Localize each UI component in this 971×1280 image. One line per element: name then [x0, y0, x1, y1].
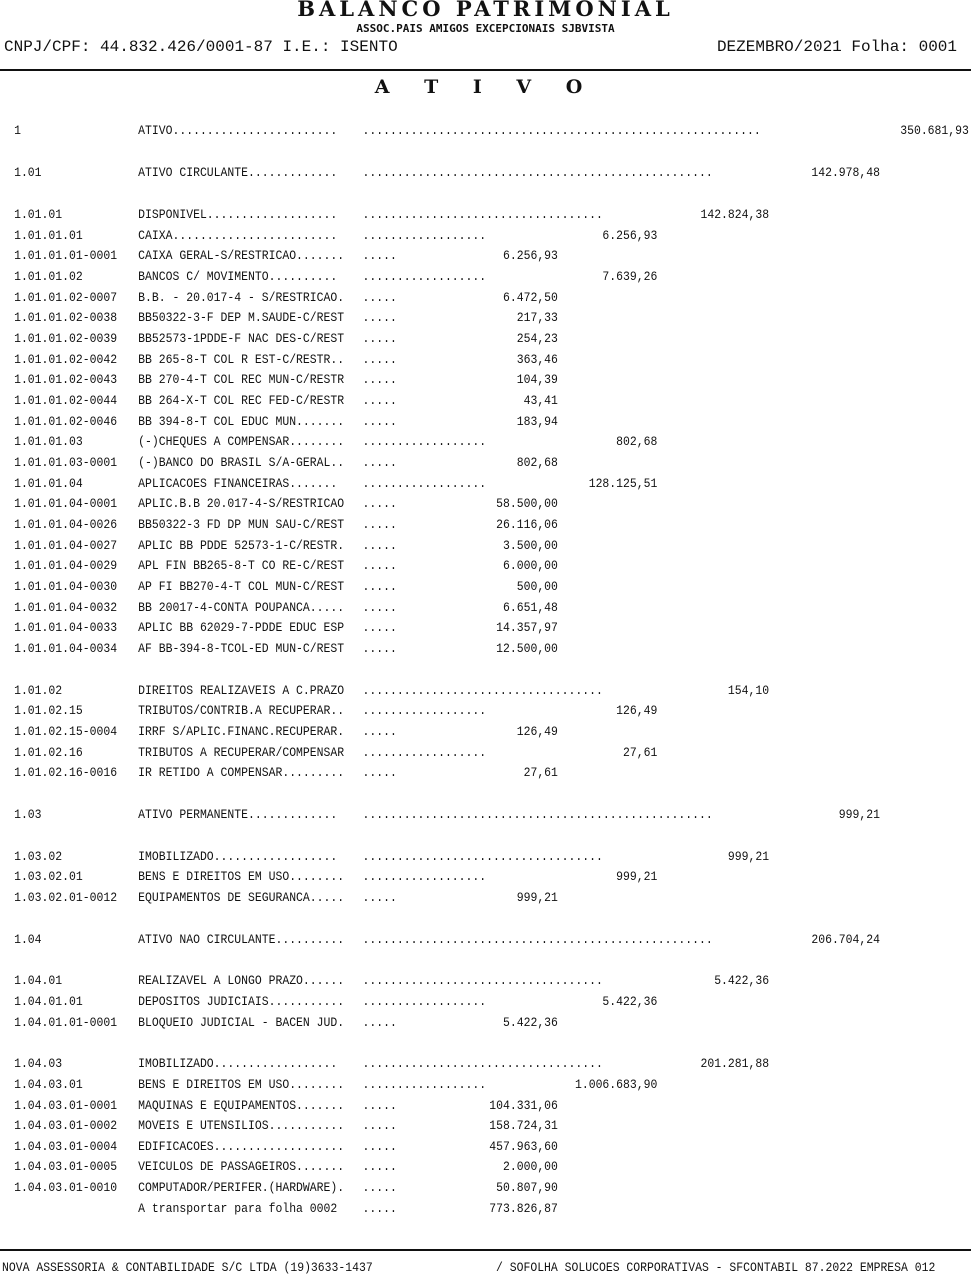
account-code: 1.04.01.01: [14, 994, 83, 1009]
leader-dots: .....: [362, 1015, 397, 1030]
ledger-row: [0, 308, 971, 328]
leader-dots: .....: [362, 248, 397, 263]
leader-dots: ..................: [362, 745, 487, 760]
account-description: BB 394-8-T COL EDUC MUN.......: [138, 414, 345, 429]
footer-divider: [0, 1249, 971, 1251]
account-description: EDIFICACOES...................: [138, 1139, 345, 1154]
account-value: 142.978,48: [811, 165, 880, 180]
ledger-row: [0, 577, 971, 597]
account-value: 128.125,51: [588, 476, 658, 491]
ledger-row: [0, 1199, 971, 1219]
leader-dots: .....: [362, 538, 397, 553]
account-code: 1.01.01.02: [14, 269, 83, 284]
account-description: APLIC.B.B 20.017-4-S/RESTRICAO: [138, 496, 345, 511]
leader-dots: ..................: [362, 476, 487, 491]
account-value: 5.422,36: [714, 973, 770, 988]
ledger-row: [0, 867, 971, 887]
account-description: ATIVO PERMANENTE.............: [138, 807, 338, 822]
ledger-row: [0, 743, 971, 763]
account-code: 1.04.01.01-0001: [14, 1015, 118, 1030]
ledger-row: [0, 1013, 971, 1033]
account-description: MOVEIS E UTENSILIOS...........: [138, 1118, 345, 1133]
account-code: 1.04.03.01-0004: [14, 1139, 118, 1154]
entity-name: ASSOC.PAIS AMIGOS EXCEPCIONAIS SJBVISTA: [356, 22, 615, 35]
leader-dots: .....: [362, 455, 397, 470]
account-value: 43,41: [523, 393, 558, 408]
account-value: 27,61: [523, 765, 558, 780]
leader-dots: .....: [362, 393, 397, 408]
leader-dots: ..................: [362, 1077, 487, 1092]
leader-dots: .....: [362, 724, 397, 739]
account-value: 999,21: [838, 807, 880, 822]
ledger-row: [0, 391, 971, 411]
account-code: 1.01.01.02-0046: [14, 414, 118, 429]
account-description: REALIZAVEL A LONGO PRAZO......: [138, 973, 345, 988]
account-value: 6.256,93: [602, 228, 658, 243]
account-value: 1.006.683,90: [574, 1077, 658, 1092]
account-code: 1.04.03.01-0010: [14, 1180, 118, 1195]
account-value: 802,68: [616, 434, 658, 449]
account-code: 1.01.01.04: [14, 476, 83, 491]
account-code: 1.01.01.04-0027: [14, 538, 118, 553]
account-code: 1.01.02.15-0004: [14, 724, 118, 739]
account-code: 1.01.01.02-0038: [14, 310, 118, 325]
account-code: 1.04: [14, 932, 42, 947]
ledger-row: [0, 246, 971, 266]
account-description: BENS E DIREITOS EM USO........: [138, 1077, 345, 1092]
account-value: 6.472,50: [502, 290, 558, 305]
ledger-row: [0, 847, 971, 867]
section-title: A T I V O: [374, 76, 597, 98]
leader-dots: .....: [362, 890, 397, 905]
ledger-row: [0, 350, 971, 370]
account-description: APLIC BB PDDE 52573-1-C/RESTR.: [138, 538, 345, 553]
account-value: 2.000,00: [502, 1159, 558, 1174]
account-description: BENS E DIREITOS EM USO........: [138, 869, 345, 884]
ledger-row: [0, 971, 971, 991]
ledger-row: [0, 205, 971, 225]
account-value: 254,23: [516, 331, 558, 346]
account-description: ATIVO CIRCULANTE.............: [138, 165, 338, 180]
account-description: APL FIN BB265-8-T CO RE-C/REST: [138, 558, 345, 573]
account-description: TRIBUTOS/CONTRIB.A RECUPERAR..: [138, 703, 345, 718]
ledger-row: [0, 681, 971, 701]
account-value: 50.807,90: [496, 1180, 558, 1195]
ledger-row: [0, 1178, 971, 1198]
account-code: 1: [14, 123, 21, 138]
leader-dots: .....: [362, 620, 397, 635]
account-value: 142.824,38: [700, 207, 770, 222]
account-code: 1.03.02: [14, 849, 63, 864]
ledger-row: [0, 1116, 971, 1136]
ledger-row: [0, 453, 971, 473]
account-value: 3.500,00: [502, 538, 558, 553]
account-code: 1.01.01.02-0044: [14, 393, 118, 408]
period-folha-text: DEZEMBRO/2021 Folha: 0001: [716, 38, 957, 56]
cnpj-text: CNPJ/CPF: 44.832.426/0001-87 I.E.: ISENTO: [4, 38, 398, 56]
account-code: 1.01.01.03: [14, 434, 83, 449]
leader-dots: .....: [362, 558, 397, 573]
ledger-row: [0, 701, 971, 721]
account-description: CAIXA GERAL-S/RESTRICAO.......: [138, 248, 345, 263]
ledger-row: [0, 888, 971, 908]
ledger-row: [0, 763, 971, 783]
account-description: BB 270-4-T COL REC MUN-C/RESTR: [138, 372, 345, 387]
account-code: 1.01.01.01-0001: [14, 248, 118, 263]
account-code: 1.01.01: [14, 207, 63, 222]
account-description: BB 264-X-T COL REC FED-C/RESTR: [138, 393, 345, 408]
account-code: 1.01.01.04-0033: [14, 620, 118, 635]
account-value: 26.116,06: [496, 517, 558, 532]
ledger-row: [0, 226, 971, 246]
ledger-row: [0, 556, 971, 576]
ledger-row: [0, 494, 971, 514]
leader-dots: .....: [362, 290, 397, 305]
account-description: A transportar para folha 0002: [138, 1201, 338, 1216]
account-description: COMPUTADOR/PERIFER.(HARDWARE).: [138, 1180, 345, 1195]
report-title: BALANCO PATRIMONIAL: [297, 0, 674, 21]
account-code: 1.01.01.02-0043: [14, 372, 118, 387]
leader-dots: .....: [362, 1139, 397, 1154]
account-code: 1.01.01.04-0030: [14, 579, 118, 594]
account-value: 217,33: [516, 310, 558, 325]
account-code: 1.01.01.04-0001: [14, 496, 118, 511]
account-description: BANCOS C/ MOVIMENTO..........: [138, 269, 338, 284]
account-description: IMOBILIZADO..................: [138, 849, 338, 864]
account-value: 6.000,00: [502, 558, 558, 573]
account-description: BB 265-8-T COL R EST-C/RESTR..: [138, 352, 345, 367]
ledger-row: [0, 992, 971, 1012]
ledger-row: [0, 515, 971, 535]
ledger-row: [0, 288, 971, 308]
footer-accountant: NOVA ASSESSORIA & CONTABILIDADE S/C LTDA (19)3633-1437: [2, 1260, 373, 1275]
leader-dots: .....: [362, 517, 397, 532]
account-value: 6.256,93: [502, 248, 558, 263]
leader-dots: .....: [362, 372, 397, 387]
account-description: BB 20017-4-CONTA POUPANCA.....: [138, 600, 345, 615]
ledger-row: [0, 412, 971, 432]
account-description: DIREITOS REALIZAVEIS A C.PRAZO: [138, 683, 345, 698]
account-value: 126,49: [516, 724, 558, 739]
account-value: 201.281,88: [700, 1056, 770, 1071]
account-description: EQUIPAMENTOS DE SEGURANCA.....: [138, 890, 345, 905]
account-code: 1.01.02.16: [14, 745, 83, 760]
account-description: IMOBILIZADO..................: [138, 1056, 338, 1071]
account-description: ATIVO NAO CIRCULANTE..........: [138, 932, 345, 947]
account-value: 457.963,60: [489, 1139, 558, 1154]
ledger-row: [0, 1157, 971, 1177]
account-value: 802,68: [516, 455, 558, 470]
leader-dots: .....: [362, 310, 397, 325]
account-code: 1.01.01.04-0034: [14, 641, 118, 656]
ledger-row: [0, 474, 971, 494]
account-code: 1.01.01.04-0032: [14, 600, 118, 615]
account-value: 158.724,31: [489, 1118, 558, 1133]
leader-dots: ..................: [362, 994, 487, 1009]
account-value: 104.331,06: [489, 1098, 558, 1113]
account-code: 1.01.01.01: [14, 228, 83, 243]
account-code: 1.01.02.16-0016: [14, 765, 118, 780]
account-description: IR RETIDO A COMPENSAR.........: [138, 765, 345, 780]
account-description: BLOQUEIO JUDICIAL - BACEN JUD.: [138, 1015, 345, 1030]
leader-dots: .....: [362, 600, 397, 615]
account-value: 363,46: [516, 352, 558, 367]
account-code: 1.01.01.03-0001: [14, 455, 118, 470]
leader-dots: .....: [362, 1159, 397, 1174]
leader-dots: .....: [362, 1118, 397, 1133]
account-value: 500,00: [516, 579, 558, 594]
account-description: ATIVO........................: [138, 123, 338, 138]
account-value: 5.422,36: [502, 1015, 558, 1030]
account-code: 1.01: [14, 165, 42, 180]
account-code: 1.04.03.01-0005: [14, 1159, 118, 1174]
account-description: APLICACOES FINANCEIRAS.......: [138, 476, 338, 491]
ledger-row: [0, 1075, 971, 1095]
leader-dots: ...................................................: [362, 165, 713, 180]
ledger-row: [0, 598, 971, 618]
leader-dots: .....: [362, 352, 397, 367]
ledger-row: [0, 1096, 971, 1116]
ledger-row: [0, 930, 971, 950]
account-description: AP FI BB270-4-T COL MUN-C/REST: [138, 579, 345, 594]
leader-dots: ...................................: [362, 1056, 603, 1071]
ledger-row: [0, 370, 971, 390]
account-code: 1.01.02: [14, 683, 63, 698]
account-description: TRIBUTOS A RECUPERAR/COMPENSAR: [138, 745, 345, 760]
account-code: 1.01.01.02-0039: [14, 331, 118, 346]
account-description: MAQUINAS E EQUIPAMENTOS.......: [138, 1098, 345, 1113]
account-code: 1.01.02.15: [14, 703, 83, 718]
account-value: 206.704,24: [811, 932, 880, 947]
account-value: 6.651,48: [502, 600, 558, 615]
leader-dots: ...................................................: [362, 807, 713, 822]
account-value: 999,21: [516, 890, 558, 905]
account-description: CAIXA........................: [138, 228, 338, 243]
ledger-row: [0, 163, 971, 183]
ledger-row: [0, 1054, 971, 1074]
leader-dots: ..........................................................: [362, 123, 761, 138]
leader-dots: ..................: [362, 434, 487, 449]
leader-dots: .....: [362, 1201, 397, 1216]
account-description: BB50322-3-F DEP M.SAUDE-C/REST: [138, 310, 345, 325]
account-value: 999,21: [616, 869, 658, 884]
ledger-row: [0, 267, 971, 287]
header-info-line: [0, 38, 971, 60]
account-description: BB52573-1PDDE-F NAC DES-C/REST: [138, 331, 345, 346]
account-value: 183,94: [516, 414, 558, 429]
account-description: VEICULOS DE PASSAGEIROS.......: [138, 1159, 345, 1174]
account-code: 1.04.03.01-0002: [14, 1118, 118, 1133]
ledger-row: [0, 722, 971, 742]
leader-dots: .....: [362, 331, 397, 346]
account-value: 773.826,87: [489, 1201, 558, 1216]
leader-dots: .....: [362, 414, 397, 429]
account-value: 58.500,00: [496, 496, 558, 511]
account-description: B.B. - 20.017-4 - S/RESTRICAO.: [138, 290, 345, 305]
account-value: 27,61: [623, 745, 658, 760]
account-description: AF BB-394-8-TCOL-ED MUN-C/REST: [138, 641, 345, 656]
account-value: 7.639,26: [602, 269, 658, 284]
leader-dots: ...................................: [362, 973, 603, 988]
account-code: 1.01.01.04-0029: [14, 558, 118, 573]
account-description: APLIC BB 62029-7-PDDE EDUC ESP: [138, 620, 345, 635]
account-description: IRRF S/APLIC.FINANC.RECUPERAR.: [138, 724, 345, 739]
account-code: 1.04.01: [14, 973, 63, 988]
account-value: 126,49: [616, 703, 658, 718]
account-value: 14.357,97: [496, 620, 558, 635]
ledger-row: [0, 432, 971, 452]
leader-dots: .....: [362, 496, 397, 511]
account-code: 1.04.03.01-0001: [14, 1098, 118, 1113]
account-code: 1.01.01.02-0042: [14, 352, 118, 367]
header-divider: [0, 69, 971, 71]
leader-dots: .....: [362, 765, 397, 780]
account-code: 1.03.02.01-0012: [14, 890, 118, 905]
leader-dots: ..................: [362, 228, 487, 243]
ledger-row: [0, 121, 971, 141]
ledger-row: [0, 639, 971, 659]
ledger-row: [0, 805, 971, 825]
ledger-row: [0, 1137, 971, 1157]
leader-dots: .....: [362, 1180, 397, 1195]
account-code: 1.01.01.04-0026: [14, 517, 118, 532]
account-value: 350.681,93: [900, 123, 969, 138]
ledger-row: [0, 536, 971, 556]
report-footer: [0, 1258, 971, 1278]
account-code: 1.03: [14, 807, 42, 822]
account-value: 104,39: [516, 372, 558, 387]
leader-dots: ..................: [362, 269, 487, 284]
ledger-row: [0, 329, 971, 349]
account-code: 1.01.01.02-0007: [14, 290, 118, 305]
account-code: 1.04.03.01: [14, 1077, 83, 1092]
leader-dots: ...................................: [362, 207, 603, 222]
account-value: 12.500,00: [496, 641, 558, 656]
leader-dots: ..................: [362, 703, 487, 718]
ledger-row: [0, 618, 971, 638]
account-code: 1.03.02.01: [14, 869, 83, 884]
account-description: (-)BANCO DO BRASIL S/A-GERAL..: [138, 455, 345, 470]
leader-dots: .....: [362, 641, 397, 656]
leader-dots: ...................................: [362, 849, 603, 864]
leader-dots: ...................................: [362, 683, 603, 698]
account-description: BB50322-3 FD DP MUN SAU-C/REST: [138, 517, 345, 532]
account-description: DISPONIVEL...................: [138, 207, 338, 222]
account-description: (-)CHEQUES A COMPENSAR........: [138, 434, 345, 449]
footer-software: / SOFOLHA SOLUCOES CORPORATIVAS - SFCONTABIL 87.2022 EMPRESA 012: [496, 1260, 936, 1275]
leader-dots: .....: [362, 1098, 397, 1113]
account-description: DEPOSITOS JUDICIAIS...........: [138, 994, 345, 1009]
account-value: 5.422,36: [602, 994, 658, 1009]
account-code: 1.04.03: [14, 1056, 63, 1071]
leader-dots: ..................: [362, 869, 487, 884]
account-value: 999,21: [727, 849, 770, 864]
leader-dots: .....: [362, 579, 397, 594]
leader-dots: ...................................................: [362, 932, 713, 947]
account-value: 154,10: [727, 683, 770, 698]
